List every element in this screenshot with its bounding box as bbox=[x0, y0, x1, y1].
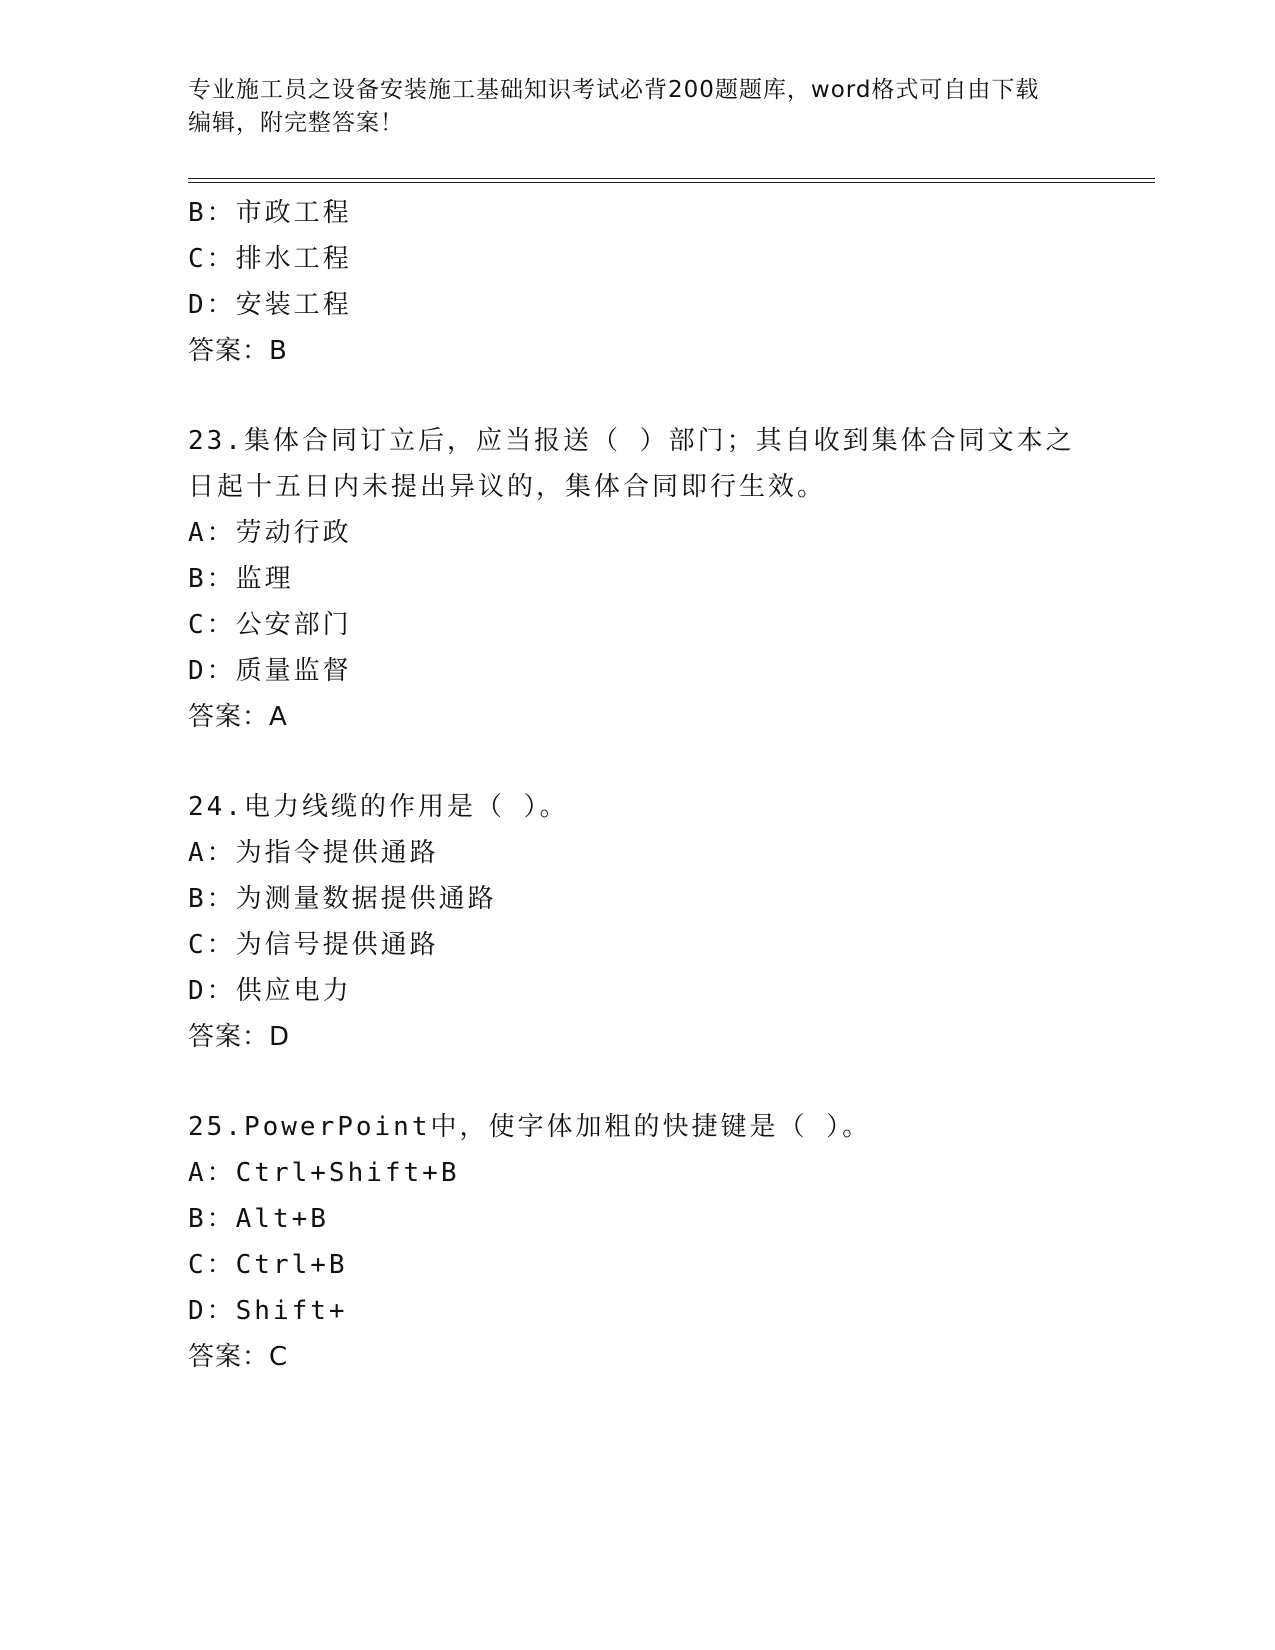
question-23 bbox=[188, 418, 1088, 740]
option-c: C：Ctrl+B bbox=[188, 1250, 348, 1280]
answer-line: 答案：C bbox=[188, 1342, 289, 1372]
option-d: D：质量监督 bbox=[188, 656, 352, 686]
header-divider-bottom bbox=[188, 182, 1155, 183]
option-d: D：安装工程 bbox=[188, 290, 352, 320]
question-24 bbox=[188, 784, 1088, 1060]
option-d: D：供应电力 bbox=[188, 976, 352, 1006]
question-25 bbox=[188, 1104, 1088, 1380]
question-gap bbox=[188, 1060, 1088, 1104]
answer-line: 答案：B bbox=[188, 336, 288, 366]
question-stem-line-1: 24.电力线缆的作用是（ ）。 bbox=[188, 792, 569, 822]
question-stem-line-1: 25.PowerPoint中，使字体加粗的快捷键是（ ）。 bbox=[188, 1112, 872, 1142]
option-d: D：Shift+ bbox=[188, 1296, 348, 1326]
option-a: A：Ctrl+Shift+B bbox=[188, 1158, 460, 1188]
question-gap bbox=[188, 740, 1088, 784]
option-a: A：为指令提供通路 bbox=[188, 838, 439, 868]
option-c: C：公安部门 bbox=[188, 610, 352, 640]
option-b: B：监理 bbox=[188, 564, 294, 594]
answer-line: 答案：A bbox=[188, 702, 288, 732]
question-stem-line-1: 23.集体合同订立后，应当报送（ ）部门；其自收到集体合同文本之 bbox=[188, 426, 1075, 456]
option-b: B：Alt+B bbox=[188, 1204, 329, 1234]
answer-line: 答案：D bbox=[188, 1022, 291, 1052]
document-header bbox=[188, 74, 1078, 140]
option-c: C：为信号提供通路 bbox=[188, 930, 439, 960]
option-b: B：市政工程 bbox=[188, 198, 352, 228]
question-22 bbox=[188, 190, 1088, 374]
header-title-line-2: 编辑，附完整答案！ bbox=[188, 110, 404, 136]
option-c: C：排水工程 bbox=[188, 244, 352, 274]
option-b: B：为测量数据提供通路 bbox=[188, 884, 497, 914]
question-list bbox=[188, 190, 1088, 1380]
option-a: A：劳动行政 bbox=[188, 518, 352, 548]
header-divider-top bbox=[188, 178, 1155, 179]
question-gap bbox=[188, 374, 1088, 418]
question-stem-line-2: 日起十五日内未提出异议的，集体合同即行生效。 bbox=[188, 472, 827, 502]
header-title-line-1: 专业施工员之设备安装施工基础知识考试必背200题题库，word格式可自由下载 bbox=[188, 77, 1040, 103]
